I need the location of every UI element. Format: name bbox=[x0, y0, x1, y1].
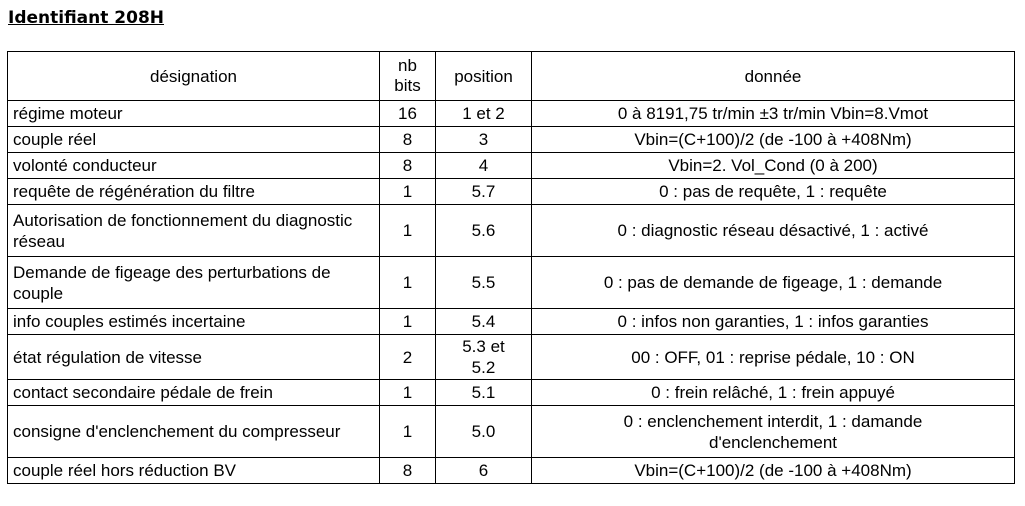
table-row bbox=[8, 458, 1015, 484]
cell-position: 5.5 bbox=[436, 257, 532, 309]
cell-donnee: 0 : pas de demande de figeage, 1 : demande bbox=[532, 257, 1015, 309]
cell-position: 3 bbox=[436, 127, 532, 153]
cell-nb-bits: 1 bbox=[380, 309, 436, 335]
table-row bbox=[8, 406, 1015, 458]
cell-designation: info couples estimés incertaine bbox=[8, 309, 380, 335]
cell-donnee: 0 : pas de requête, 1 : requête bbox=[532, 179, 1015, 205]
cell-position: 5.0 bbox=[436, 406, 532, 458]
cell-nb-bits: 8 bbox=[380, 153, 436, 179]
cell-designation: contact secondaire pédale de frein bbox=[8, 380, 380, 406]
header-nb-bits: nb bits bbox=[380, 52, 436, 101]
cell-position: 4 bbox=[436, 153, 532, 179]
cell-donnee: 0 : enclenchement interdit, 1 : damande d'enclenchement bbox=[532, 406, 1015, 458]
cell-designation: régime moteur bbox=[8, 101, 380, 127]
cell-nb-bits: 1 bbox=[380, 179, 436, 205]
cell-nb-bits: 1 bbox=[380, 205, 436, 257]
cell-nb-bits: 1 bbox=[380, 380, 436, 406]
cell-designation: volonté conducteur bbox=[8, 153, 380, 179]
cell-nb-bits: 8 bbox=[380, 127, 436, 153]
cell-donnee: Vbin=2. Vol_Cond (0 à 200) bbox=[532, 153, 1015, 179]
cell-donnee: 00 : OFF, 01 : reprise pédale, 10 : ON bbox=[532, 335, 1015, 380]
table-row bbox=[8, 153, 1015, 179]
cell-nb-bits: 16 bbox=[380, 101, 436, 127]
cell-donnee: 0 : infos non garanties, 1 : infos garanties bbox=[532, 309, 1015, 335]
cell-donnee: 0 : frein relâché, 1 : frein appuyé bbox=[532, 380, 1015, 406]
header-donnee: donnée bbox=[532, 52, 1015, 101]
cell-designation: requête de régénération du filtre bbox=[8, 179, 380, 205]
cell-donnee: 0 à 8191,75 tr/min ±3 tr/min Vbin=8.Vmot bbox=[532, 101, 1015, 127]
header-designation: désignation bbox=[8, 52, 380, 101]
cell-position: 5.1 bbox=[436, 380, 532, 406]
table-row bbox=[8, 335, 1015, 380]
cell-nb-bits: 1 bbox=[380, 257, 436, 309]
table-row bbox=[8, 205, 1015, 257]
cell-position: 5.6 bbox=[436, 205, 532, 257]
header-position: position bbox=[436, 52, 532, 101]
cell-position: 5.7 bbox=[436, 179, 532, 205]
table-row bbox=[8, 380, 1015, 406]
can-frame-table bbox=[7, 51, 1015, 484]
cell-nb-bits: 8 bbox=[380, 458, 436, 484]
cell-designation: couple réel hors réduction BV bbox=[8, 458, 380, 484]
cell-position: 6 bbox=[436, 458, 532, 484]
cell-designation: couple réel bbox=[8, 127, 380, 153]
cell-designation: Autorisation de fonctionnement du diagnostic réseau bbox=[8, 205, 380, 257]
cell-designation: Demande de figeage des perturbations de couple bbox=[8, 257, 380, 309]
cell-donnee: 0 : diagnostic réseau désactivé, 1 : activé bbox=[532, 205, 1015, 257]
cell-designation: état régulation de vitesse bbox=[8, 335, 380, 380]
cell-donnee: Vbin=(C+100)/2 (de -100 à +408Nm) bbox=[532, 127, 1015, 153]
table-row bbox=[8, 179, 1015, 205]
cell-nb-bits: 1 bbox=[380, 406, 436, 458]
table-row bbox=[8, 101, 1015, 127]
table-row bbox=[8, 309, 1015, 335]
cell-designation: consigne d'enclenchement du compresseur bbox=[8, 406, 380, 458]
cell-position: 5.4 bbox=[436, 309, 532, 335]
cell-donnee: Vbin=(C+100)/2 (de -100 à +408Nm) bbox=[532, 458, 1015, 484]
table-row bbox=[8, 257, 1015, 309]
cell-nb-bits: 2 bbox=[380, 335, 436, 380]
cell-position: 5.3 et 5.2 bbox=[436, 335, 532, 380]
page-title: Identifiant 208H bbox=[8, 8, 165, 28]
cell-position: 1 et 2 bbox=[436, 101, 532, 127]
table-row bbox=[8, 127, 1015, 153]
table-header-row bbox=[8, 52, 1015, 101]
